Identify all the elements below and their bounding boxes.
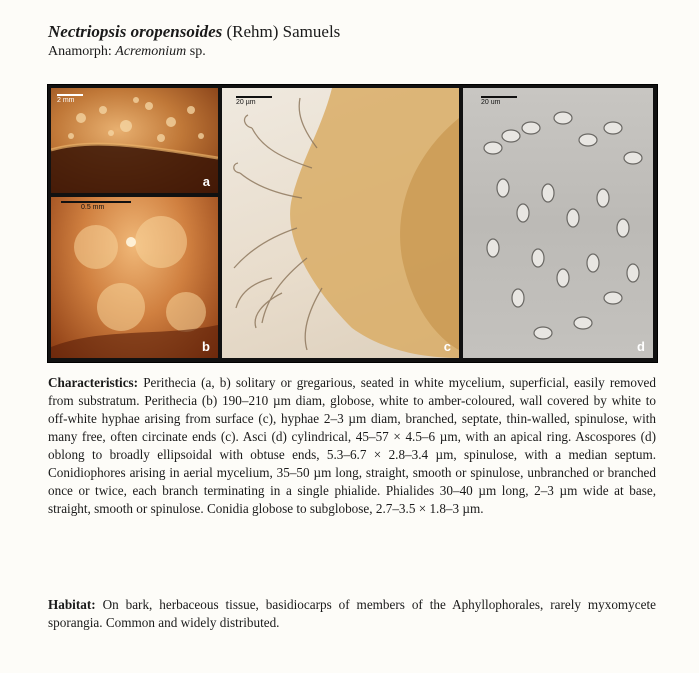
panel-label-d: d [637, 339, 645, 354]
species-title [48, 22, 340, 42]
species-authority: (Rehm) Samuels [226, 22, 341, 41]
photo-panel-b [51, 197, 218, 358]
anamorph-label: Anamorph: [48, 44, 112, 59]
figure-plate [47, 84, 658, 363]
scale-label-a: 2 mm [57, 97, 75, 104]
scale-label-c: 20 µm [236, 99, 256, 106]
perithecium-photo-b [51, 197, 218, 358]
scale-bar-c [236, 96, 272, 107]
scale-bar-b [61, 201, 131, 212]
characteristics-paragraph [48, 374, 656, 518]
anamorph-name: Acremonium [115, 44, 187, 59]
micrograph-panel-c [222, 88, 459, 358]
anamorph-suffix: sp. [189, 44, 206, 59]
scale-label-d: 20 um [481, 99, 501, 106]
micrograph-panel-d [463, 88, 653, 358]
anamorph-line [48, 43, 340, 61]
characteristics-text: Perithecia (a, b) solitary or gregarious, seated in white mycelium, superficial, easily removed from substratum. Perithecia (b) 190–210 µm diam, globose, white to amber-coloured, wall covered by white to off-white hyphae arising from surface (c), hyphae 2–3 µm diam, branched, septate, thin-walled, spinulose, with many free, often circinate ends (c). Asci (d) cylindrical, 45–57 × 4.5–6 µm, with an apical ring. Ascospores (d) oblong to broadly ellipsoidal with obtuse ends, 5.3–6.7 × 2.8–3.4 µm, spinulose, with a median septum. Conidiophores arising in aerial mycelium, 35–50 µm long, straight, smooth or spinulose, unbranched or branched once or twice, each branch terminating in a single phialide. Phialides 30–40 µm long, 2–3 µm wide at base, straight, smooth or spinulose. Conidia globose to subglobose, 2.7–3.5 × 1.8–3 µm. [48, 375, 657, 516]
species-header [48, 22, 340, 61]
scale-bar-d [481, 96, 517, 107]
photo-panel-a [51, 88, 218, 193]
habitat-paragraph [48, 596, 656, 632]
panel-label-c: c [443, 339, 451, 354]
asci-micrograph-d [463, 88, 653, 358]
scale-bar-a [57, 94, 83, 105]
habitat-text: On bark, herbaceous tissue, basidiocarps of members of the Aphyllophorales, rarely myxomycete sporangia. Common and widely distributed. [48, 597, 656, 630]
panel-label-b: b [202, 339, 210, 354]
scale-label-b: 0.5 mm [81, 204, 105, 211]
characteristics-heading: Characteristics: [48, 375, 139, 390]
hyphae-micrograph-c [222, 88, 459, 358]
panel-label-a: a [202, 174, 210, 189]
species-name: Nectriopsis oropensoides [48, 22, 223, 41]
habitat-heading: Habitat: [48, 597, 96, 612]
